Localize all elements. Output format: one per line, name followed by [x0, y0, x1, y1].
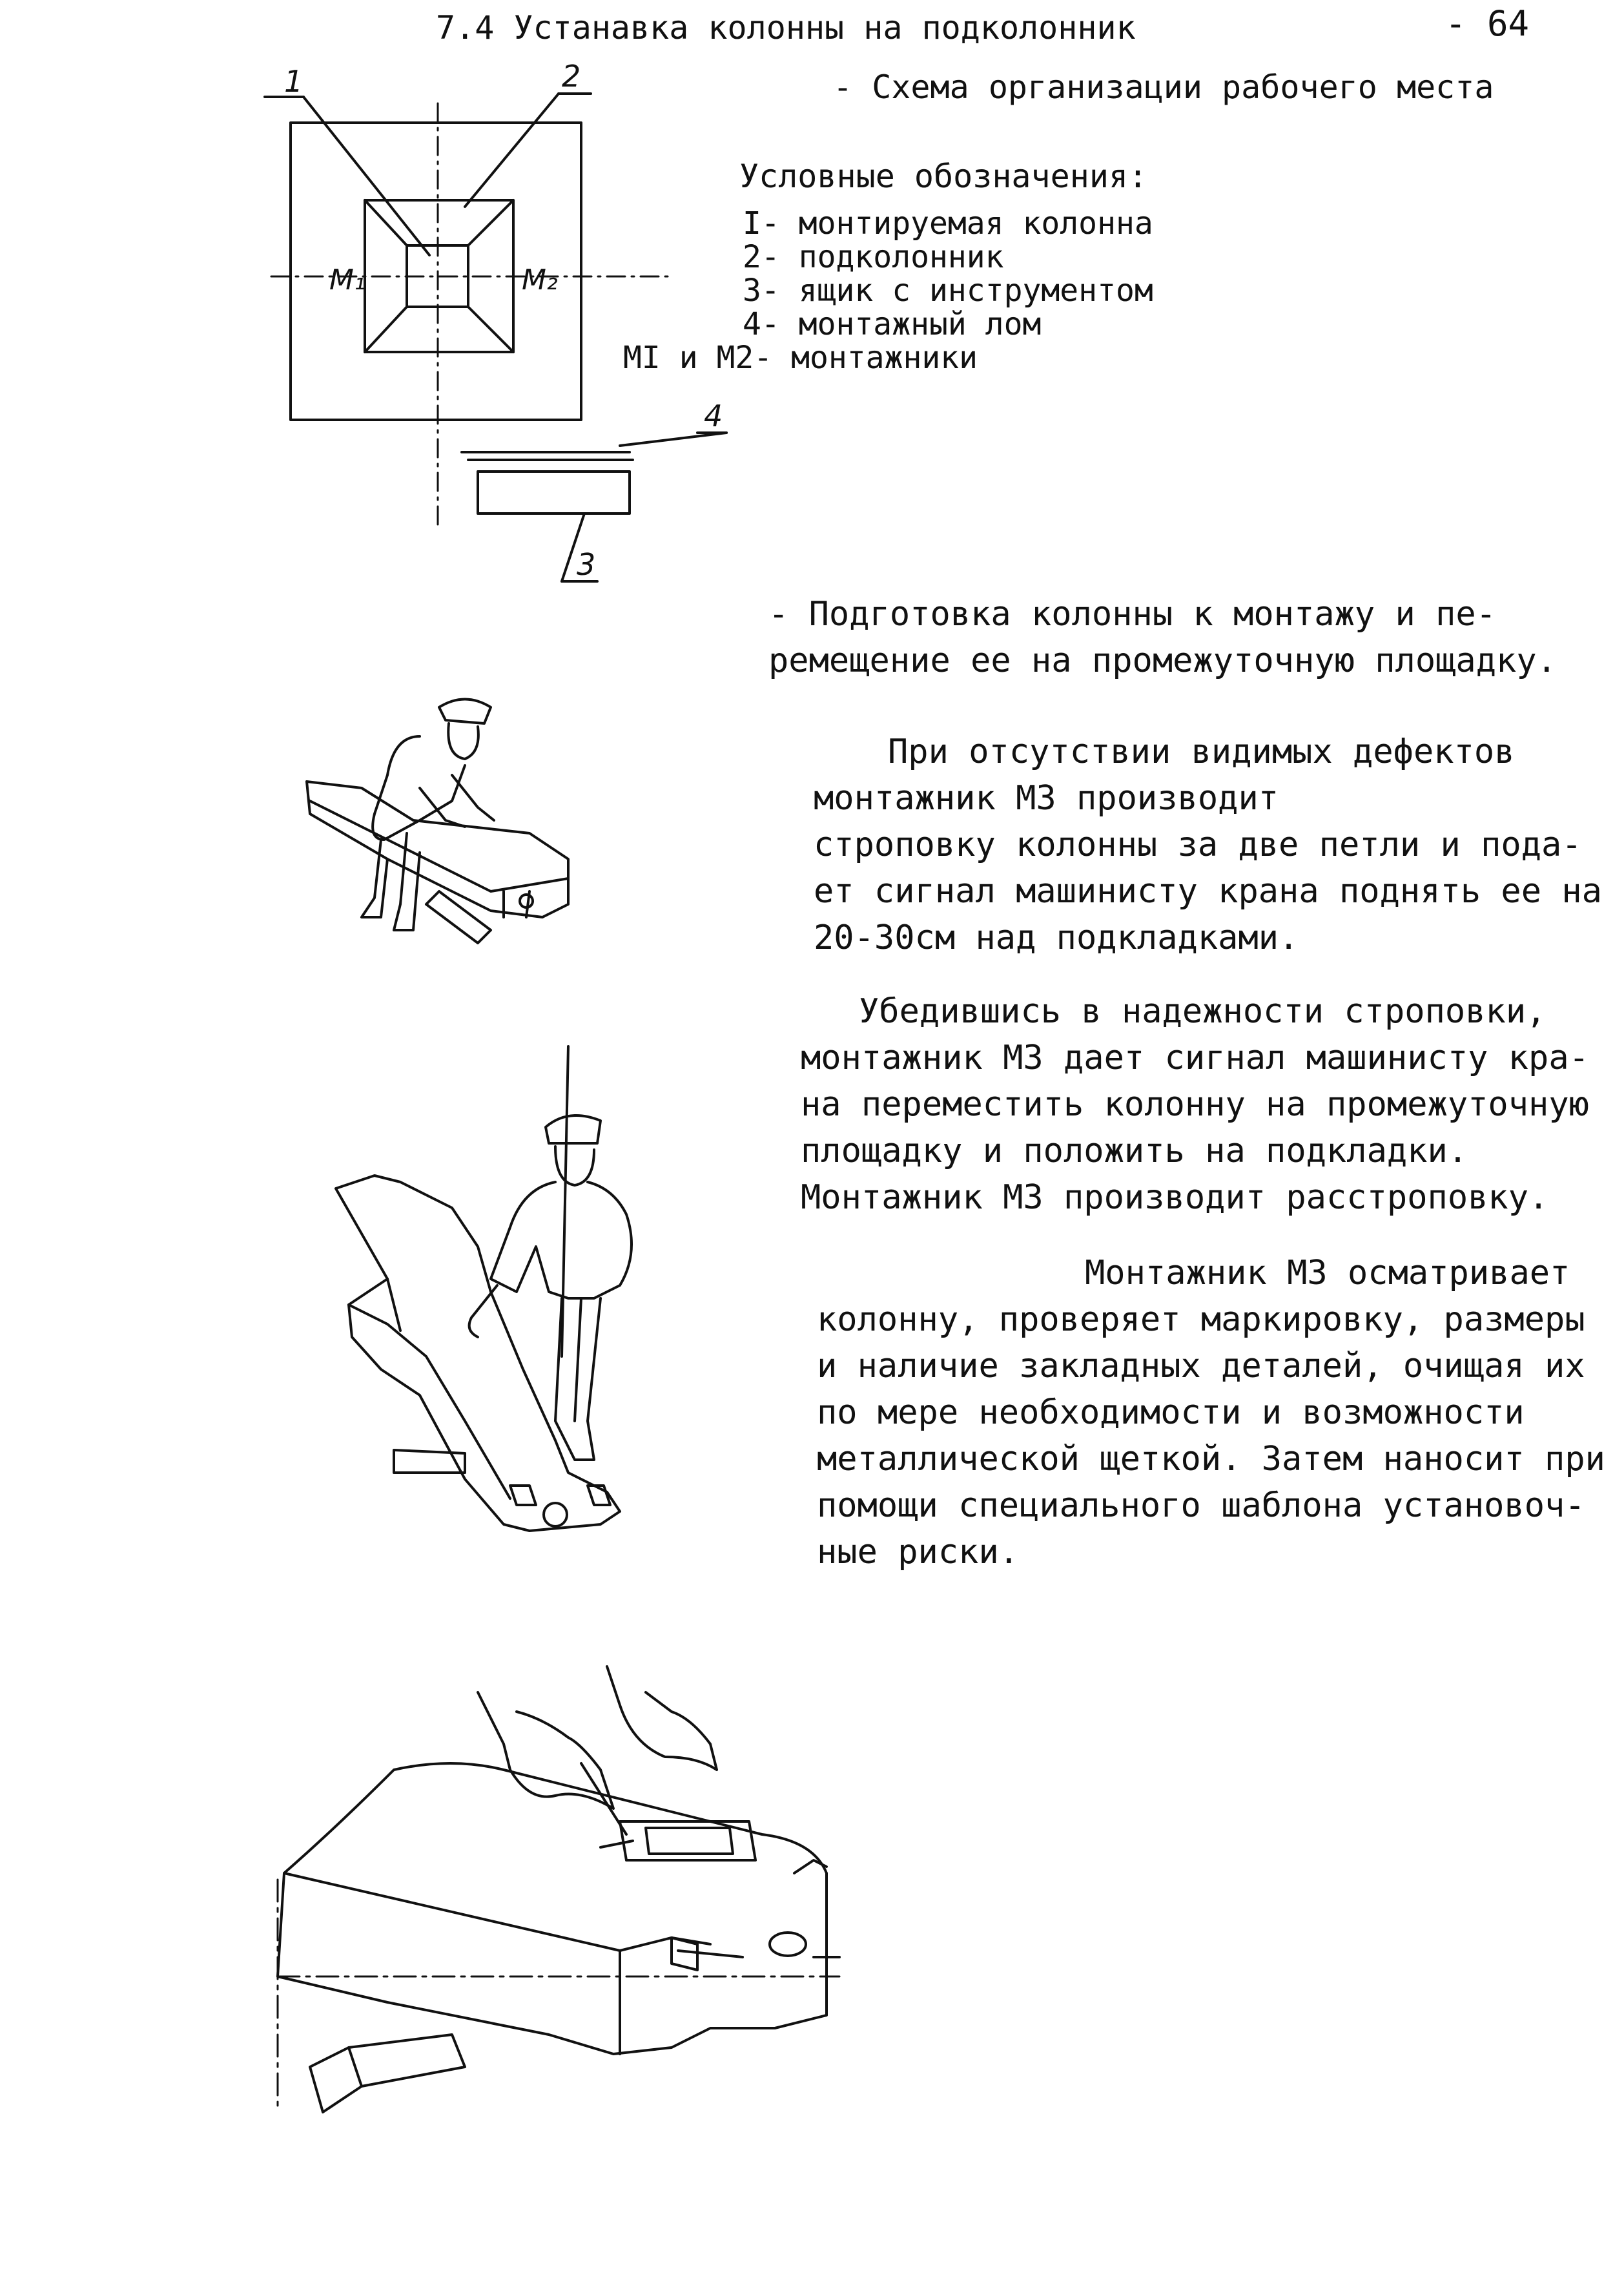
legend-item: MI и M2- монтажники — [623, 340, 978, 376]
callout-1: 1 — [284, 64, 303, 99]
text-line: ные риски. — [817, 1533, 1020, 1571]
legend-item: I- монтируемая колонна — [743, 205, 1153, 242]
text-line: монтажник МЗ производит — [814, 779, 1279, 818]
text-line: Монтажник МЗ производит расстроповку. — [801, 1178, 1549, 1217]
callout-labels — [284, 59, 723, 582]
moving-illustration — [336, 1046, 632, 1531]
page-number: - 64 — [1445, 3, 1530, 44]
worker-label-m2: M₂ — [522, 264, 558, 296]
text-line: монтажник МЗ дает сигнал машинисту кра- — [801, 1039, 1589, 1077]
text-line: Убедившись в надежности строповки, — [859, 992, 1547, 1031]
callout-4: 4 — [704, 399, 723, 433]
text-line: помощи специального шаблона установоч- — [817, 1486, 1585, 1525]
legend-item: 4- монтажный лом — [743, 306, 1042, 342]
text-line: по мере необходимости и возможности — [817, 1393, 1525, 1432]
text-line: Монтажник МЗ осматривает — [1085, 1254, 1570, 1292]
schema-title: - Схема организации рабочего места — [833, 68, 1494, 106]
text-line: колонну, проверяет маркировку, размеры — [817, 1300, 1585, 1339]
text-line: на переместить колонну на промежуточную — [801, 1085, 1589, 1124]
text-line: ет сигнал машинисту крана поднять ее на — [814, 872, 1602, 911]
text-line: строповку колонны за две петли и пода- — [814, 825, 1582, 864]
text-line: металлической щеткой. Затем наносит при — [817, 1440, 1605, 1478]
legend-item: 3- ящик с инструментом — [743, 273, 1153, 309]
workplace-schema-diagram — [265, 94, 726, 581]
legend-title: Условные обозначения: — [739, 158, 1148, 195]
callout-2: 2 — [562, 59, 581, 94]
worker-label-m1: M₁ — [329, 264, 365, 296]
text-line: 20-30см над подкладками. — [814, 918, 1299, 957]
page-heading: 7.4 Устанавка колонны на подколонник — [436, 9, 1136, 47]
text-line: - Подготовка колонны к монтажу и пе- — [768, 595, 1497, 634]
text-line: и наличие закладных деталей, очищая их — [817, 1347, 1585, 1385]
text-line: площадку и положить на подкладки. — [801, 1132, 1468, 1170]
legend-item: 2- подколонник — [743, 239, 1004, 275]
marking-illustration — [278, 1666, 839, 2112]
text-line: При отсутствии видимых дефектов — [888, 732, 1515, 771]
callout-3: 3 — [577, 547, 596, 582]
slinging-illustration — [307, 700, 568, 944]
text-line: ремещение ее на промежуточную площадку. — [768, 641, 1557, 680]
